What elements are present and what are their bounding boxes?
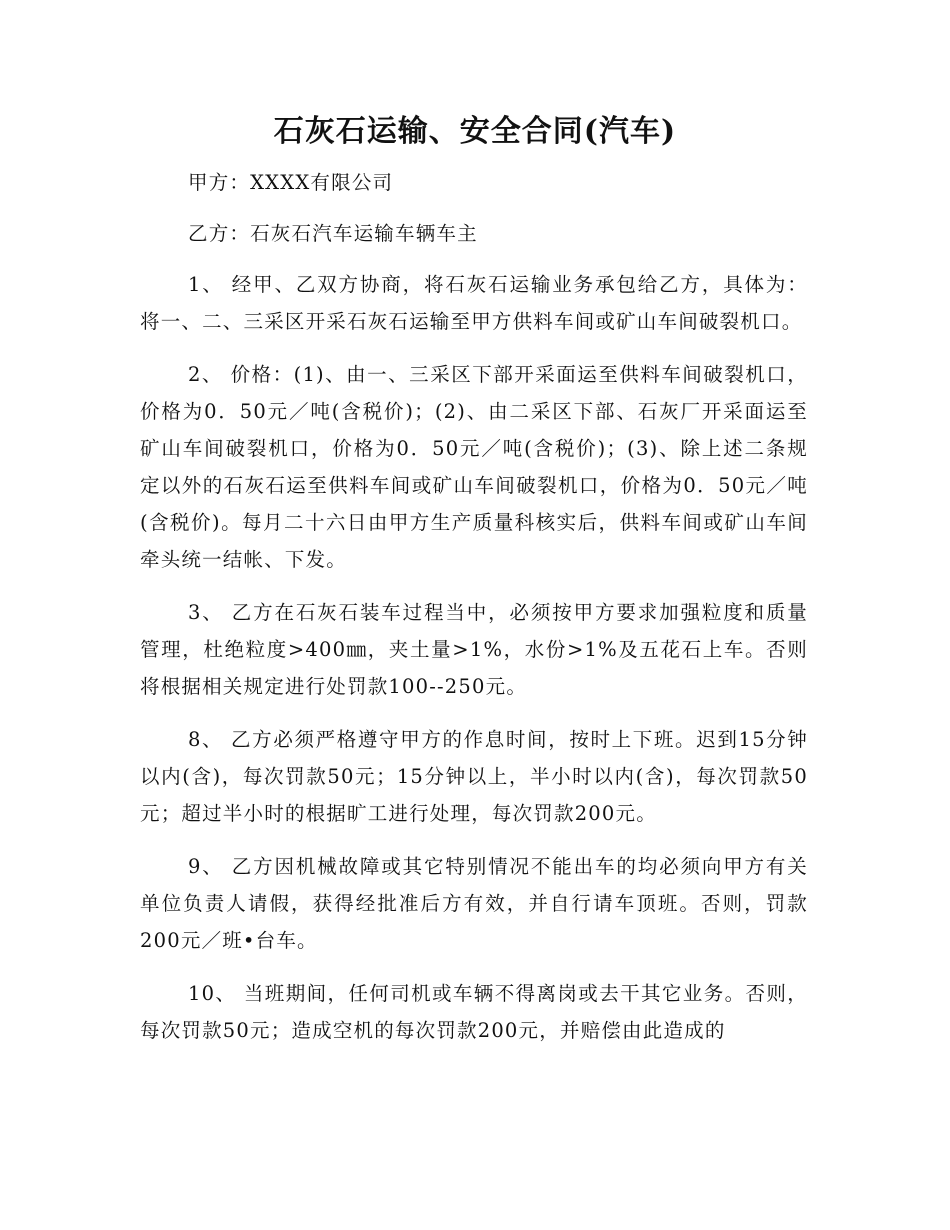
party-b-line: 乙方：石灰石汽车运输车辆车主	[188, 222, 478, 245]
clause-8: 8、 乙方必须严格遵守甲方的作息时间，按时上下班。迟到15分钟以内(含)，每次罚款50元；15分钟以上，半小时以内(含)，每次罚款50元；超过半小时的根据旷工进行处理，每次罚款200元。	[140, 728, 808, 825]
document-title: 石灰石运输、安全合同(汽车)	[273, 114, 677, 149]
clause-1: 1、 经甲、乙双方协商，将石灰石运输业务承包给乙方，具体为：将一、二、三采区开采石灰石运输至甲方供料车间或矿山车间破裂机口。	[140, 273, 808, 333]
clause-3: 3、 乙方在石灰石装车过程当中，必须按甲方要求加强粒度和质量管理，杜绝粒度>400㎜，夹土量>1%，水份>1%及五花石上车。否则将根据相关规定进行处罚款100--250元。	[140, 601, 808, 698]
party-a-line: 甲方：XXXX有限公司	[188, 171, 394, 194]
document-body	[140, 164, 808, 1065]
clause-10: 10、 当班期间，任何司机或车辆不得离岗或去干其它业务。否则，每次罚款50元；造成空机的每次罚款200元，并赔偿由此造成的	[140, 982, 808, 1042]
clause-2: 2、 价格：(1)、由一、三采区下部开采面运至供料车间破裂机口，价格为0．50元／吨(含税价)；(2)、由二采区下部、石灰厂开采面运至矿山车间破裂机口，价格为0．50元／吨(含税价)；(3)、除上述二条规定以外的石灰石运至供料车间或矿山车间破裂机口，价格为0．50元／吨(含税价)。每月二十六日由甲方生产质量科核实后，供料车间或矿山车间牵头统一结帐、下发。	[140, 363, 808, 571]
clause-9: 9、 乙方因机械故障或其它特别情况不能出车的均必须向甲方有关单位负责人请假，获得经批准后方有效，并自行请车顶班。否则，罚款200元／班•台车。	[140, 855, 808, 952]
